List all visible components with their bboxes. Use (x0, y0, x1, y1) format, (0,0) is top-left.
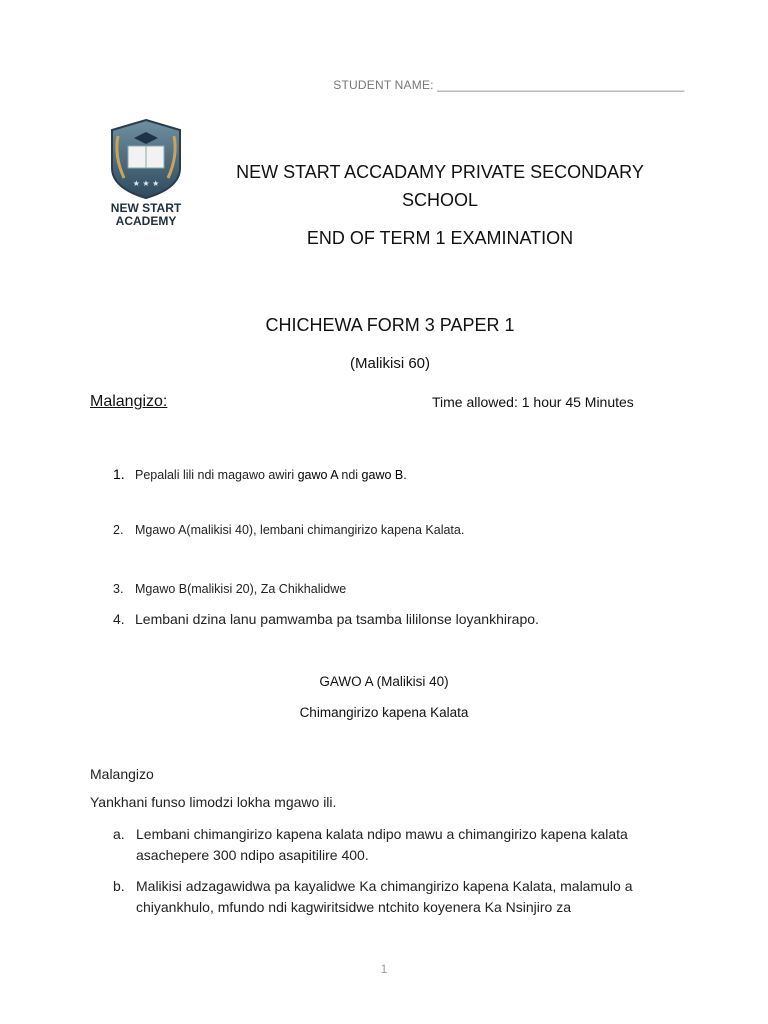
school-logo (96, 116, 196, 232)
instruction-emphasis: gawo A (297, 468, 338, 482)
instruction-number: 2. (113, 523, 124, 537)
section-a-intro: Yankhani funso limodzi lokha mgawo ili. (90, 794, 337, 810)
item-text: Malikisi adzagawidwa pa kayalidwe Ka chimangirizo kapena Kalata, malamulo a chiyankhulo, mfundo ndi kagwiritsidwe ntchito koyenera Ka Nsinjiro za (136, 878, 633, 915)
instructions-heading: Malangizo: (90, 393, 168, 410)
school-name-line-2: SCHOOL (401, 190, 479, 210)
item-letter: a. (113, 826, 125, 842)
instruction-text: Mgawo A(malikisi 40), lembani chimangirizo kapena Kalata. (135, 523, 465, 537)
instruction-item (113, 582, 346, 596)
logo-line-1: NEW START (110, 201, 182, 215)
item-text: Lembani chimangirizo kapena kalata ndipo mawu a chimangirizo kapena kalata asachepere 300 ndipo asapitilire 400. (136, 826, 628, 863)
item-letter: b. (113, 878, 125, 894)
paper-marks: (Malikisi 60) (349, 355, 430, 372)
instruction-text: Mgawo B(malikisi 20), Za Chikhalidwe (135, 582, 347, 596)
school-name-line-1: NEW START ACCADAMY PRIVATE SECONDARY (236, 162, 644, 182)
page-number: 1 (380, 962, 388, 976)
instruction-text: Pepalali lili ndi magawo awiri (135, 468, 298, 482)
instruction-emphasis: gawo B. (361, 468, 407, 482)
section-a-instructions-heading: Malangizo (90, 766, 154, 782)
instruction-item (113, 523, 464, 537)
section-a-heading: GAWO A (Malikisi 40) (319, 674, 449, 689)
paper-subject: CHICHEWA FORM 3 PAPER 1 (265, 315, 515, 335)
logo-lettering (96, 202, 196, 228)
instruction-item (113, 611, 539, 627)
instruction-number: 3. (113, 582, 124, 596)
instruction-item (113, 466, 407, 482)
student-name-field: STUDENT NAME: ____________________________________ (333, 78, 685, 92)
section-a-subheading: Chimangirizo kapena Kalata (299, 705, 469, 720)
time-allowed: Time allowed: 1 hour 45 Minutes (432, 394, 634, 410)
svg-text:★ ★ ★: ★ ★ ★ (132, 179, 160, 188)
school-name (200, 158, 680, 214)
instruction-text: Lembani dzina lanu pamwamba pa tsamba lililonse loyankhirapo. (135, 611, 539, 627)
instruction-text: ndi (337, 468, 362, 482)
instruction-number: 4. (113, 611, 125, 627)
exam-title: END OF TERM 1 EXAMINATION (306, 228, 574, 248)
section-a-item (113, 824, 673, 866)
logo-line-2: ACADEMY (115, 214, 177, 228)
instruction-number: 1. (113, 466, 125, 482)
section-a-item (113, 876, 673, 918)
